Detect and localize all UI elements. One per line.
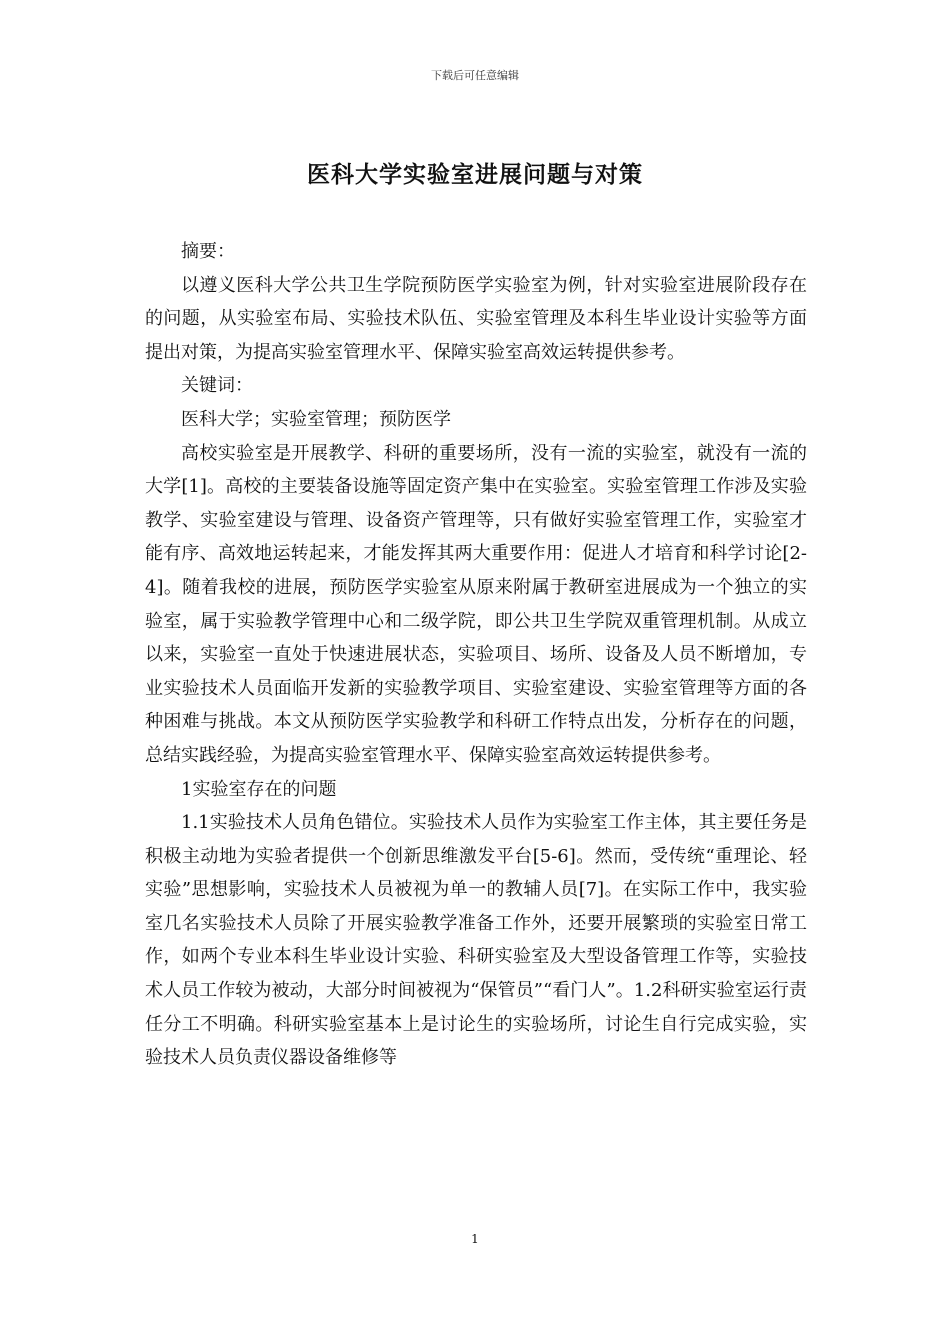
intro-paragraph: 高校实验室是开展教学、科研的重要场所，没有一流的实验室，就没有一流的大学[1]。高校的主要装备设施等固定资产集中在实验室。实验室管理工作涉及实验教学、实验室建设与管理、设备资产管理等，只有做好实验室管理工作，实验室才能有序、高效地运转起来，才能发挥其两大重要作用：促进人才培育和科学讨论[2-4]。随着我校的进展，预防医学实验室从原来附属于教研室进展成为一个独立的实验室，属于实验教学管理中心和二级学院，即公共卫生学院双重管理机制。从成立以来，实验室一直处于快速进展状态，实验项目、场所、设备及人员不断增加，专业实验技术人员面临开发新的实验教学项目、实验室建设、实验室管理等方面的各种困难与挑战。本文从预防医学实验教学和科研工作特点出发，分析存在的问题，总结实践经验，为提高实验室管理水平、保障实验室高效运转提供参考。 <box>145 442 807 766</box>
section1-heading: 1实验室存在的问题 <box>181 778 337 800</box>
section1-paragraph: 1.1实验技术人员角色错位。实验技术人员作为实验室工作主体，其主要任务是积极主动地为实验者提供一个创新思维激发平台[5-6]。然而，受传统“重理论、轻实验”思想影响，实验技术人员被视为单一的教辅人员[7]。在实际工作中，我实验室几名实验技术人员除了开展实验教学准备工作外，还要开展繁琐的实验室日常工作，如两个专业本科生毕业设计实验、科研实验室及大型设备管理工作等，实验技术人员工作较为被动，大部分时间被视为“保管员”“看门人”。1.2科研实验室运行责任分工不明确。科研实验室基本上是讨论生的实验场所，讨论生自行完成实验，实验技术人员负责仪器设备维修等 <box>145 812 807 1069</box>
abstract-label: 摘要： <box>181 241 235 262</box>
keywords-label: 关键词： <box>181 375 253 397</box>
page-number: 1 <box>471 1232 479 1246</box>
abstract-text: 以遵义医科大学公共卫生学院预防医学实验室为例，针对实验室进展阶段存在的问题，从实验室布局、实验技术队伍、实验室管理及本科生毕业设计实验等方面提出对策，为提高实验室管理水平、保障实验室高效运转提供参考。 <box>145 274 807 363</box>
header-note: 下载后可任意编辑 <box>431 69 519 82</box>
document-body <box>145 235 807 1075</box>
document-title: 医科大学实验室进展问题与对策 <box>307 161 643 188</box>
keywords-text: 医科大学；实验室管理；预防医学 <box>181 408 451 430</box>
